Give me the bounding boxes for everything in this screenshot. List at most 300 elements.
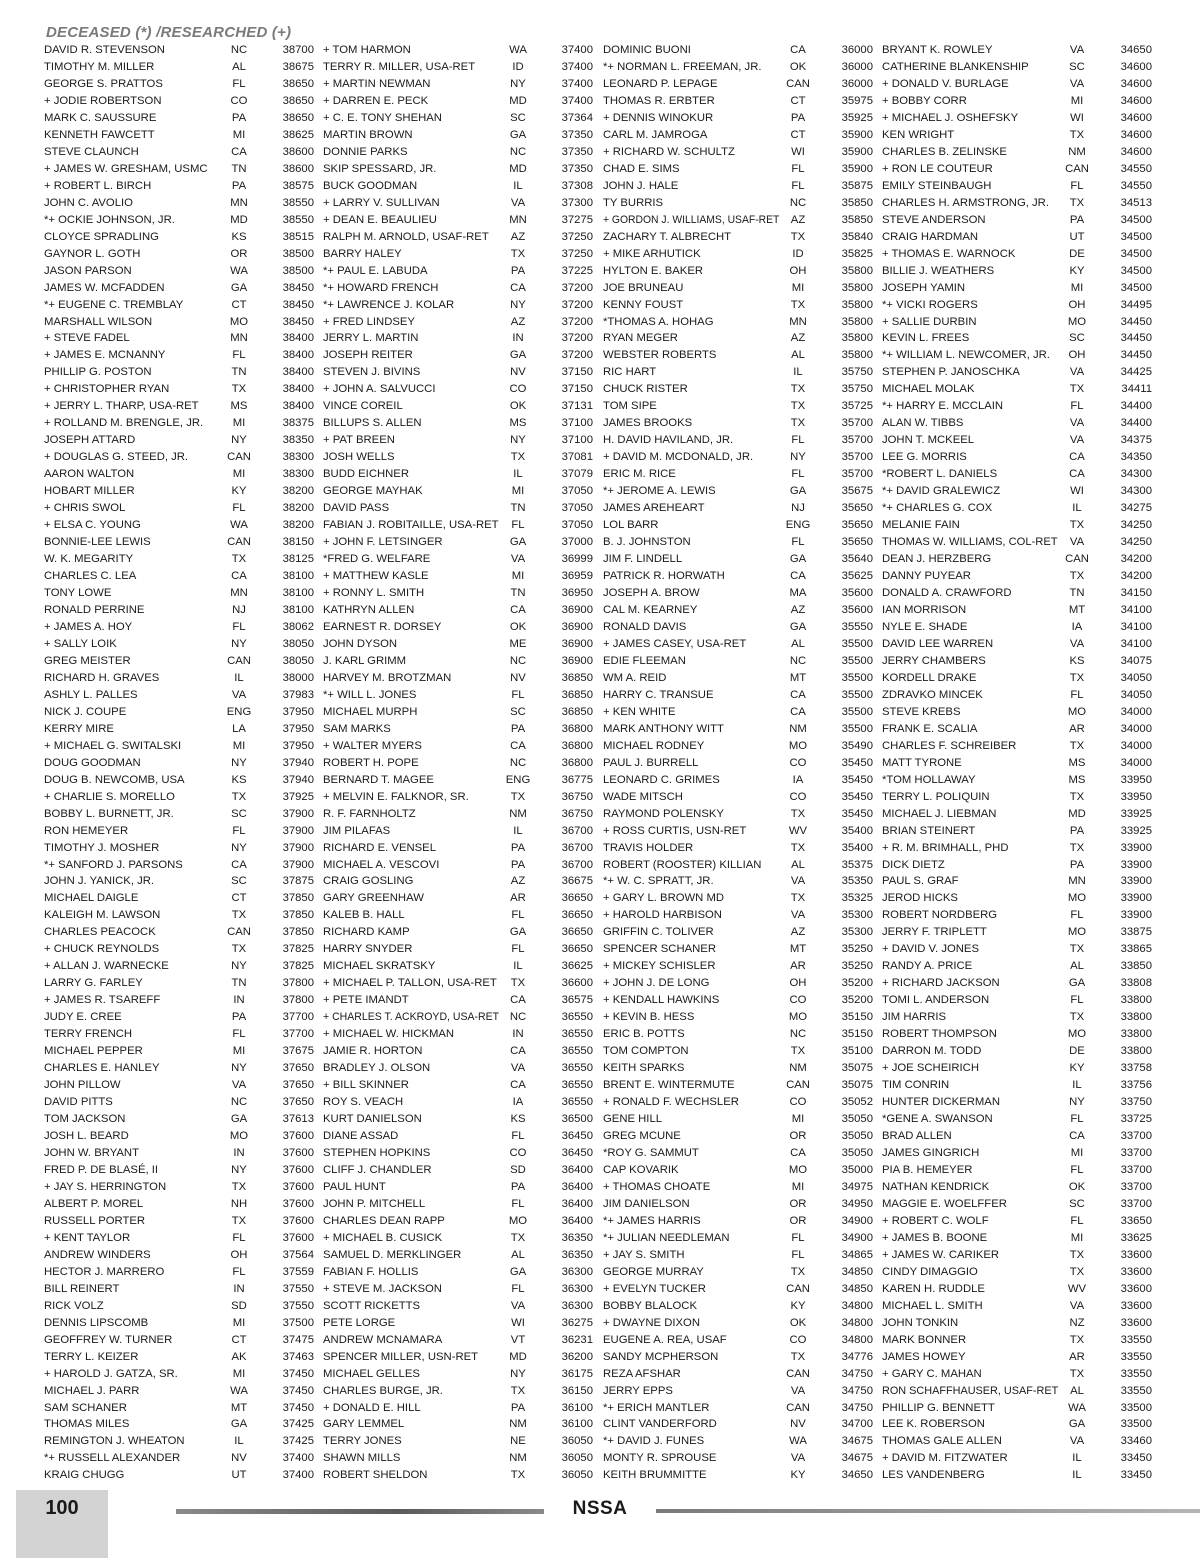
shooter-state: WA bbox=[509, 44, 527, 56]
shooter-score: 37050 bbox=[561, 485, 593, 498]
shooter-name: JOHN P. MITCHELL bbox=[323, 1197, 426, 1210]
shooter-name: LEE K. ROBERSON bbox=[882, 1418, 985, 1431]
shooter-score: 34700 bbox=[841, 1418, 873, 1431]
roster-row bbox=[44, 263, 316, 280]
shooter-name: HARRY SNYDER bbox=[323, 943, 413, 956]
shooter-name: H. DAVID HAVILAND, JR. bbox=[603, 434, 734, 447]
roster-row bbox=[323, 483, 595, 500]
roster-row bbox=[44, 1179, 316, 1196]
shooter-state: FL bbox=[232, 1265, 246, 1278]
shooter-score: 35200 bbox=[841, 977, 873, 990]
shooter-score: 37825 bbox=[282, 943, 314, 956]
shooter-score: 37800 bbox=[282, 994, 314, 1007]
shooter-score: 34400 bbox=[1120, 417, 1152, 430]
shooter-score: 33900 bbox=[1120, 841, 1152, 854]
shooter-score: 36300 bbox=[561, 1265, 593, 1278]
shooter-score: 36650 bbox=[561, 909, 593, 922]
shooter-state: VA bbox=[231, 688, 247, 701]
shooter-score: 35052 bbox=[841, 1096, 873, 1109]
shooter-state: CA bbox=[510, 281, 526, 294]
shooter-state: MI bbox=[232, 468, 246, 481]
shooter-name: W. K. MEGARITY bbox=[44, 553, 134, 566]
roster-row bbox=[603, 1349, 875, 1366]
shooter-state: CAN bbox=[227, 536, 251, 549]
shooter-name: BONNIE-LEE LEWIS bbox=[44, 536, 151, 549]
shooter-state: TN bbox=[510, 502, 526, 515]
shooter-state: NC bbox=[509, 145, 527, 158]
shooter-name: JOE BRUNEAU bbox=[603, 281, 684, 294]
shooter-state: VA bbox=[790, 1452, 806, 1465]
shooter-score: 34450 bbox=[1120, 349, 1152, 362]
roster-row bbox=[44, 823, 316, 840]
shooter-score: 38500 bbox=[282, 247, 314, 260]
shooter-name: LEONARD C. GRIMES bbox=[603, 773, 720, 786]
roster-row bbox=[603, 500, 875, 517]
shooter-state: MI bbox=[1070, 281, 1084, 294]
shooter-score: 38400 bbox=[282, 349, 314, 362]
shooter-score: 35500 bbox=[841, 637, 873, 650]
shooter-score: 37550 bbox=[282, 1282, 314, 1295]
shooter-name: *+ NORMAN L. FREEMAN, JR. bbox=[603, 60, 762, 73]
shooter-score: 36999 bbox=[561, 553, 593, 566]
shooter-state: FL bbox=[232, 620, 246, 633]
shooter-name: BERNARD T. MAGEE bbox=[323, 773, 434, 786]
roster-row bbox=[882, 1281, 1154, 1298]
roster-row bbox=[44, 1060, 316, 1077]
shooter-state: NM bbox=[509, 1452, 527, 1465]
shooter-score: 36700 bbox=[561, 841, 593, 854]
roster-row bbox=[323, 975, 595, 992]
shooter-score: 35875 bbox=[841, 179, 873, 192]
roster-row bbox=[323, 873, 595, 890]
shooter-name: RICHARD KAMP bbox=[323, 926, 410, 939]
shooter-score: 36550 bbox=[561, 1045, 593, 1058]
shooter-state: ID bbox=[792, 247, 804, 260]
shooter-state: MI bbox=[511, 485, 525, 498]
shooter-name: SANDY MCPHERSON bbox=[603, 1350, 719, 1363]
shooter-state: WA bbox=[230, 519, 248, 532]
shooter-state: AL bbox=[791, 349, 805, 362]
shooter-score: 33725 bbox=[1120, 1113, 1152, 1126]
shooter-name: + CHRISTOPHER RYAN bbox=[44, 383, 170, 396]
shooter-name: + CHARLES T. ACKROYD, USA-RET bbox=[323, 1011, 500, 1024]
shooter-score: 33750 bbox=[1120, 1096, 1152, 1109]
shooter-score: 35075 bbox=[841, 1079, 873, 1092]
shooter-state: NC bbox=[509, 654, 527, 667]
shooter-score: 34650 bbox=[1120, 44, 1152, 56]
roster-row bbox=[323, 1400, 595, 1417]
roster-row bbox=[44, 1298, 316, 1315]
shooter-score: 34500 bbox=[1120, 230, 1152, 243]
shooter-state: CO bbox=[789, 790, 807, 803]
shooter-score: 34500 bbox=[1120, 247, 1152, 260]
shooter-name: BOBBY BLALOCK bbox=[603, 1299, 697, 1312]
shooter-name: CAL M. KEARNEY bbox=[603, 603, 698, 616]
roster-row bbox=[603, 1298, 875, 1315]
shooter-name: STEVE ANDERSON bbox=[882, 213, 986, 226]
shooter-name: + HAROLD HARBISON bbox=[603, 909, 722, 922]
roster-row bbox=[44, 958, 316, 975]
shooter-name: *GENE A. SWANSON bbox=[882, 1113, 993, 1126]
shooter-state: FL bbox=[1070, 1113, 1084, 1126]
shooter-state: CA bbox=[510, 994, 526, 1007]
shooter-state: IL bbox=[1072, 502, 1082, 515]
shooter-name: + JODIE ROBERTSON bbox=[44, 94, 162, 107]
shooter-score: 36625 bbox=[561, 960, 593, 973]
shooter-score: 37081 bbox=[561, 451, 593, 464]
shooter-score: 37950 bbox=[282, 739, 314, 752]
shooter-score: 37650 bbox=[282, 1079, 314, 1092]
roster-row bbox=[882, 178, 1154, 195]
roster-row bbox=[603, 907, 875, 924]
shooter-score: 34250 bbox=[1120, 536, 1152, 549]
shooter-score: 37850 bbox=[282, 892, 314, 905]
shooter-score: 36900 bbox=[561, 620, 593, 633]
shooter-name: BOBBY L. BURNETT, JR. bbox=[44, 807, 174, 820]
shooter-score: 37425 bbox=[282, 1418, 314, 1431]
shooter-name: BRAD ALLEN bbox=[882, 1130, 952, 1142]
shooter-state: MO bbox=[1067, 892, 1087, 905]
roster-row bbox=[882, 415, 1154, 432]
shooter-state: OK bbox=[789, 1316, 807, 1329]
roster-row bbox=[603, 483, 875, 500]
roster-row bbox=[603, 1264, 875, 1281]
shooter-score: 35640 bbox=[841, 553, 873, 566]
shooter-state: GA bbox=[509, 1265, 527, 1278]
shooter-name: + R. M. BRIMHALL, PHD bbox=[882, 841, 1009, 854]
shooter-state: NV bbox=[231, 1452, 247, 1465]
shooter-name: + ROBERT L. BIRCH bbox=[44, 179, 152, 192]
roster-row bbox=[882, 1230, 1154, 1247]
shooter-state: CT bbox=[231, 1333, 247, 1346]
shooter-score: 36175 bbox=[561, 1367, 593, 1380]
shooter-score: 38050 bbox=[282, 637, 314, 650]
shooter-state: IN bbox=[512, 332, 524, 345]
shooter-score: 35200 bbox=[841, 994, 873, 1007]
shooter-state: TN bbox=[1069, 587, 1085, 599]
shooter-state: CA bbox=[231, 145, 247, 158]
shooter-name: ANDREW MCNAMARA bbox=[323, 1333, 443, 1346]
roster-row bbox=[323, 1332, 595, 1349]
shooter-score: 34750 bbox=[841, 1367, 873, 1380]
shooter-name: GEORGE MURRAY bbox=[603, 1265, 704, 1278]
shooter-state: VA bbox=[1069, 536, 1085, 549]
shooter-state: AZ bbox=[510, 315, 526, 328]
shooter-state: PA bbox=[790, 111, 806, 124]
shooter-state: NY bbox=[510, 434, 526, 447]
shooter-name: CLINT VANDERFORD bbox=[603, 1418, 717, 1431]
roster-row bbox=[882, 483, 1154, 500]
roster-row bbox=[603, 449, 875, 466]
shooter-state: ME bbox=[509, 637, 527, 650]
shooter-name: + DAVID M. FITZWATER bbox=[882, 1452, 1008, 1465]
shooter-name: + RONALD F. WECHSLER bbox=[603, 1096, 739, 1109]
roster-row bbox=[882, 1467, 1154, 1484]
shooter-state: MI bbox=[232, 128, 246, 141]
shooter-state: FL bbox=[232, 1028, 246, 1041]
shooter-state: CA bbox=[510, 1045, 526, 1058]
roster-row bbox=[323, 1111, 595, 1128]
roster-row bbox=[44, 195, 316, 212]
roster-column-3 bbox=[603, 42, 875, 1484]
shooter-score: 37400 bbox=[282, 1452, 314, 1465]
shooter-score: 35450 bbox=[841, 807, 873, 820]
shooter-score: 36775 bbox=[561, 773, 593, 786]
shooter-score: 33700 bbox=[1120, 1146, 1152, 1159]
roster-row bbox=[323, 1060, 595, 1077]
shooter-state: FL bbox=[791, 1248, 805, 1261]
shooter-name: GAYNOR L. GOTH bbox=[44, 247, 141, 260]
roster-row bbox=[603, 1077, 875, 1094]
roster-row bbox=[323, 704, 595, 721]
shooter-name: + TOM HARMON bbox=[323, 44, 411, 56]
shooter-name: BUCK GOODMAN bbox=[323, 179, 418, 192]
shooter-name: RICHARD H. GRAVES bbox=[44, 671, 160, 684]
shooter-state: CA bbox=[231, 570, 247, 583]
shooter-state: VA bbox=[790, 1384, 806, 1397]
shooter-score: 36050 bbox=[561, 1469, 593, 1482]
shooter-name: *+ JEROME A. LEWIS bbox=[603, 485, 716, 498]
shooter-score: 38550 bbox=[282, 213, 314, 226]
shooter-state: DE bbox=[1069, 1045, 1085, 1058]
shooter-name: *+ HARRY E. MCCLAIN bbox=[882, 400, 1004, 413]
shooter-name: JERRY F. TRIPLETT bbox=[882, 926, 987, 939]
shooter-score: 33550 bbox=[1120, 1333, 1152, 1346]
shooter-name: + JOHN J. DE LONG bbox=[603, 977, 710, 990]
roster-row bbox=[44, 297, 316, 314]
shooter-name: CINDY DIMAGGIO bbox=[882, 1265, 978, 1278]
roster-row bbox=[44, 857, 316, 874]
roster-row bbox=[323, 178, 595, 195]
shooter-state: CA bbox=[790, 705, 806, 718]
shooter-state: CAN bbox=[786, 1079, 810, 1092]
shooter-state: FL bbox=[232, 349, 246, 362]
shooter-score: 35900 bbox=[841, 162, 873, 175]
shooter-name: KATHRYN ALLEN bbox=[323, 603, 415, 616]
roster-row bbox=[44, 517, 316, 534]
shooter-score: 36500 bbox=[561, 1113, 593, 1126]
shooter-state: PA bbox=[1069, 858, 1085, 871]
shooter-state: GA bbox=[1068, 1418, 1086, 1431]
shooter-name: GEORGE S. PRATTOS bbox=[44, 77, 163, 90]
shooter-score: 37700 bbox=[282, 1028, 314, 1041]
shooter-name: TY BURRIS bbox=[603, 196, 664, 209]
shooter-score: 37475 bbox=[282, 1333, 314, 1346]
shooter-name: REMINGTON J. WHEATON bbox=[44, 1435, 185, 1448]
roster-row bbox=[323, 1315, 595, 1332]
shooter-state: TX bbox=[510, 977, 526, 990]
shooter-score: 33925 bbox=[1120, 807, 1152, 820]
roster-row bbox=[882, 517, 1154, 534]
shooter-state: TX bbox=[1069, 128, 1085, 141]
shooter-state: TX bbox=[231, 383, 247, 396]
shooter-score: 38515 bbox=[282, 230, 314, 243]
roster-row bbox=[882, 907, 1154, 924]
shooter-name: + DAVID M. MCDONALD, JR. bbox=[603, 451, 754, 464]
shooter-score: 36231 bbox=[561, 1333, 593, 1346]
shooter-state: CA bbox=[1069, 451, 1085, 464]
roster-row bbox=[882, 229, 1154, 246]
roster-row bbox=[882, 1298, 1154, 1315]
shooter-name: JOHN T. MCKEEL bbox=[882, 434, 975, 447]
roster-row bbox=[44, 330, 316, 347]
shooter-state: TX bbox=[510, 790, 526, 803]
roster-row bbox=[44, 398, 316, 415]
shooter-score: 33450 bbox=[1120, 1452, 1152, 1465]
shooter-state: CO bbox=[789, 756, 807, 769]
shooter-score: 34050 bbox=[1120, 671, 1152, 684]
shooter-name: + MICHAEL B. CUSICK bbox=[323, 1231, 443, 1244]
shooter-name: MELANIE FAIN bbox=[882, 519, 960, 532]
shooter-name: + RICHARD JACKSON bbox=[882, 977, 1000, 990]
roster-row bbox=[44, 1111, 316, 1128]
shooter-name: CHARLES E. HANLEY bbox=[44, 1062, 160, 1075]
shooter-state: GA bbox=[509, 926, 527, 939]
shooter-state: NY bbox=[510, 298, 526, 311]
shooter-score: 36100 bbox=[561, 1401, 593, 1414]
roster-row bbox=[323, 1094, 595, 1111]
shooter-score: 37950 bbox=[282, 722, 314, 735]
shooter-state: CAN bbox=[786, 77, 810, 90]
shooter-score: 34000 bbox=[1120, 705, 1152, 718]
roster-row bbox=[44, 1026, 316, 1043]
shooter-score: 36750 bbox=[561, 790, 593, 803]
shooter-score: 36150 bbox=[561, 1384, 593, 1397]
roster-row bbox=[44, 1213, 316, 1230]
roster-row bbox=[323, 924, 595, 941]
shooter-score: 36550 bbox=[561, 1062, 593, 1075]
shooter-state: AL bbox=[1070, 960, 1084, 973]
shooter-state: MD bbox=[509, 94, 527, 107]
shooter-state: NV bbox=[510, 671, 526, 684]
roster-row bbox=[603, 551, 875, 568]
shooter-name: MARK C. SAUSSURE bbox=[44, 111, 157, 124]
roster-row bbox=[44, 466, 316, 483]
roster-row bbox=[44, 1043, 316, 1060]
shooter-name: TIM CONRIN bbox=[882, 1079, 950, 1092]
roster-row bbox=[323, 212, 595, 229]
shooter-score: 33600 bbox=[1120, 1299, 1152, 1312]
shooter-state: NC bbox=[789, 1028, 807, 1041]
shooter-name: MATT TYRONE bbox=[882, 756, 962, 769]
shooter-state: AZ bbox=[790, 926, 806, 939]
shooter-state: OR bbox=[789, 1214, 807, 1227]
shooter-name: MICHAEL J. LIEBMAN bbox=[882, 807, 997, 820]
roster-row bbox=[323, 992, 595, 1009]
shooter-score: 36575 bbox=[561, 994, 593, 1007]
roster-row bbox=[323, 500, 595, 517]
shooter-name: KENNY FOUST bbox=[603, 298, 684, 311]
shooter-state: CT bbox=[790, 128, 806, 141]
roster-row bbox=[44, 229, 316, 246]
shooter-score: 33600 bbox=[1120, 1265, 1152, 1278]
shooter-name: + ROBERT C. WOLF bbox=[882, 1214, 989, 1227]
roster-row bbox=[882, 958, 1154, 975]
shooter-name: RIC HART bbox=[603, 366, 657, 379]
shooter-name: + MICHAEL W. HICKMAN bbox=[323, 1028, 455, 1041]
roster-row bbox=[603, 330, 875, 347]
roster-row bbox=[323, 1162, 595, 1179]
shooter-name: + C. E. TONY SHEHAN bbox=[323, 111, 442, 124]
shooter-score: 38450 bbox=[282, 298, 314, 311]
shooter-state: AZ bbox=[510, 875, 526, 888]
shooter-score: 34675 bbox=[841, 1452, 873, 1465]
roster-row bbox=[882, 381, 1154, 398]
shooter-name: + HAROLD J. GATZA, SR. bbox=[44, 1367, 178, 1380]
roster-row bbox=[603, 1162, 875, 1179]
shooter-score: 34750 bbox=[841, 1384, 873, 1397]
shooter-score: 37200 bbox=[561, 298, 593, 311]
shooter-name: + DOUGLAS G. STEED, JR. bbox=[44, 451, 189, 464]
shooter-state: WI bbox=[511, 1316, 525, 1329]
shooter-state: FL bbox=[511, 943, 525, 956]
shooter-name: JERRY L. MARTIN bbox=[323, 332, 419, 345]
shooter-state: KY bbox=[1069, 264, 1085, 277]
roster-row bbox=[603, 347, 875, 364]
roster-row bbox=[44, 432, 316, 449]
shooter-score: 35750 bbox=[841, 383, 873, 396]
shooter-name: + GARY L. BROWN MD bbox=[603, 892, 725, 905]
roster-row bbox=[44, 1332, 316, 1349]
shooter-score: 36400 bbox=[561, 1163, 593, 1176]
shooter-score: 35825 bbox=[841, 247, 873, 260]
shooter-state: AL bbox=[1070, 1384, 1084, 1397]
shooter-state: NY bbox=[231, 1163, 247, 1176]
shooter-state: KY bbox=[1069, 1062, 1085, 1075]
shooter-score: 37900 bbox=[282, 841, 314, 854]
shooter-state: CA bbox=[510, 603, 526, 616]
shooter-score: 34550 bbox=[1120, 162, 1152, 175]
shooter-score: 35400 bbox=[841, 824, 873, 837]
shooter-state: TX bbox=[1069, 790, 1085, 803]
shooter-state: MN bbox=[789, 315, 807, 328]
shooter-name: JOHN TONKIN bbox=[882, 1316, 959, 1329]
roster-row bbox=[323, 1450, 595, 1467]
shooter-name: + MICKEY SCHISLER bbox=[603, 960, 716, 973]
shooter-state: PA bbox=[510, 722, 526, 735]
shooter-score: 34500 bbox=[1120, 281, 1152, 294]
shooter-name: STEVEN J. BIVINS bbox=[323, 366, 421, 379]
shooter-state: VA bbox=[1069, 366, 1085, 379]
shooter-state: NH bbox=[230, 1197, 248, 1210]
shooter-name: + JAMES R. TSAREFF bbox=[44, 994, 161, 1007]
shooter-score: 33865 bbox=[1120, 943, 1152, 956]
roster-row bbox=[603, 653, 875, 670]
shooter-state: NE bbox=[510, 1435, 526, 1448]
shooter-name: CHARLES H. ARMSTRONG, JR. bbox=[882, 196, 1049, 209]
shooter-name: ROBERT H. POPE bbox=[323, 756, 419, 769]
roster-row bbox=[323, 93, 595, 110]
shooter-score: 36800 bbox=[561, 739, 593, 752]
shooter-name: JUDY E. CREE bbox=[44, 1011, 122, 1024]
shooter-state: NC bbox=[509, 756, 527, 769]
shooter-state: PA bbox=[510, 841, 526, 854]
roster-row bbox=[44, 1077, 316, 1094]
shooter-score: 38600 bbox=[282, 162, 314, 175]
shooter-state: OH bbox=[1068, 349, 1086, 362]
shooter-state: CA bbox=[790, 688, 806, 701]
shooter-name: STEVE KREBS bbox=[882, 705, 961, 718]
shooter-name: DONALD A. CRAWFORD bbox=[882, 587, 1012, 599]
roster-row bbox=[603, 1009, 875, 1026]
shooter-name: MICHAEL GELLES bbox=[323, 1367, 420, 1380]
shooter-name: J. KARL GRIMM bbox=[323, 654, 407, 667]
shooter-score: 37950 bbox=[282, 705, 314, 718]
shooter-name: ZACHARY T. ALBRECHT bbox=[603, 230, 732, 243]
shooter-score: 36400 bbox=[561, 1180, 593, 1193]
shooter-score: 34550 bbox=[1120, 179, 1152, 192]
shooter-state: CAN bbox=[786, 1401, 810, 1414]
